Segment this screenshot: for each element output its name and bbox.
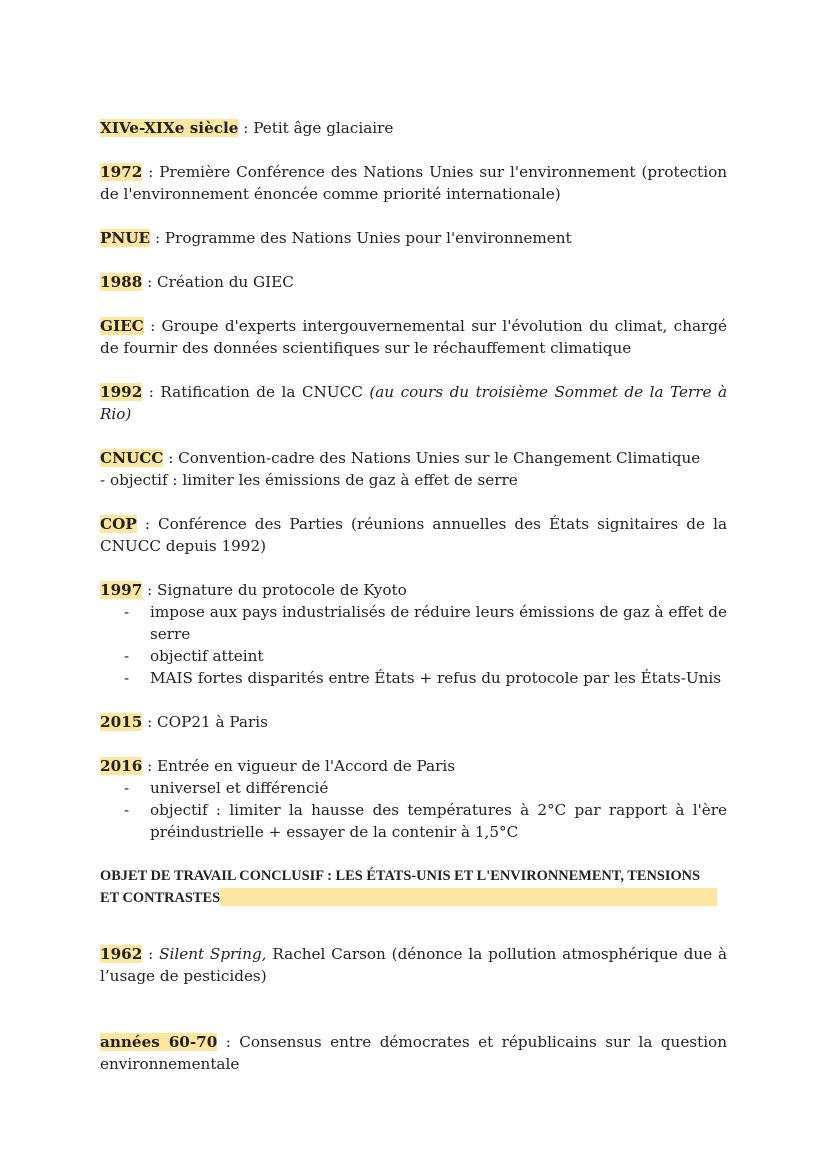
entry-text: Rachel Carson (dénonce la pollution atmosphérique due à l’usage de pesticides)	[100, 945, 728, 985]
document-page	[100, 117, 727, 1097]
entry-key: XIVe-XIXe siècle	[100, 119, 239, 137]
entry-text: : Première Conférence des Nations Unies sur l'environnement (protection de l'environnement énoncée comme priorité internationale)	[100, 163, 727, 203]
entry-2015	[100, 711, 727, 733]
entry-key: GIEC	[100, 317, 144, 335]
entry-key: années 60-70	[100, 1033, 218, 1051]
entry-key: 2016	[100, 757, 143, 775]
entry-text: : Convention-cadre des Nations Unies sur le Changement Climatique	[163, 449, 701, 467]
entry-text: : Entrée en vigueur de l'Accord de Paris	[142, 757, 456, 775]
entry-text: : Groupe d'experts intergouvernemental sur l'évolution du climat, chargé de fournir des données scientifiques sur le réchauffement climatique	[100, 317, 727, 357]
entry-key: 1972	[100, 163, 143, 181]
entry-text: : Création du GIEC	[142, 273, 294, 291]
entry-text: : Ratification de la CNUCC	[142, 383, 370, 401]
entry-little-ice-age	[100, 117, 727, 139]
list-item: - MAIS fortes disparités entre États + refus du protocole par les États-Unis	[100, 667, 727, 689]
entry-key: PNUE	[100, 229, 151, 247]
list-item: - objectif atteint	[100, 645, 727, 667]
entry-text: : Programme des Nations Unies pour l'environnement	[150, 229, 572, 247]
entry-key: 1962	[100, 945, 143, 963]
entry-giec	[100, 315, 727, 359]
entry-1997	[100, 579, 727, 689]
highlight-bar	[220, 888, 717, 906]
bullet-list	[100, 601, 727, 689]
entry-separator: :	[142, 945, 160, 963]
entry-key: COP	[100, 515, 137, 533]
entry-key: 1988	[100, 273, 143, 291]
list-item: - universel et différencié	[100, 777, 727, 799]
entry-italic-note: (au cours du troisième Sommet de la Terre à Rio)	[100, 383, 728, 423]
entry-text: : Petit âge glaciaire	[238, 119, 394, 137]
entry-text: : Signature du protocole de Kyoto	[142, 581, 407, 599]
entry-text: : Conférence des Parties (réunions annuelles des États signitaires de la CNUCC depuis 1992)	[100, 515, 727, 555]
entry-2016	[100, 755, 727, 843]
entry-pnue	[100, 227, 727, 249]
entry-1988	[100, 271, 727, 293]
entry-text: : COP21 à Paris	[142, 713, 268, 731]
entry-cop	[100, 513, 727, 557]
section-heading-line-2: ET CONTRASTES	[100, 890, 221, 906]
entry-key: 1992	[100, 383, 143, 401]
entry-second-line: - objectif : limiter les émissions de gaz à effet de serre	[100, 471, 518, 489]
list-item: - objectif : limiter la hausse des températures à 2°C par rapport à l'ère préindustrielle + essayer de la contenir à 1,5°C	[100, 799, 727, 843]
section-heading	[100, 865, 727, 909]
entry-cnucc	[100, 447, 727, 491]
list-item: - impose aux pays industrialisés de réduire leurs émissions de gaz à effet de serre	[100, 601, 727, 645]
book-title: Silent Spring,	[159, 945, 267, 963]
entry-1972	[100, 161, 727, 205]
section-heading-line-1: OBJET DE TRAVAIL CONCLUSIF : LES ÉTATS-UNIS ET L'ENVIRONNEMENT, TENSIONS	[100, 868, 701, 884]
entry-key: 2015	[100, 713, 143, 731]
entry-1962	[100, 943, 727, 987]
entry-key: 1997	[100, 581, 143, 599]
bullet-list	[100, 777, 727, 843]
entry-1992	[100, 381, 727, 425]
entry-key: CNUCC	[100, 449, 164, 467]
entry-60-70	[100, 1031, 727, 1075]
entry-text: : Consensus entre démocrates et républicains sur la question environnementale	[100, 1033, 727, 1073]
